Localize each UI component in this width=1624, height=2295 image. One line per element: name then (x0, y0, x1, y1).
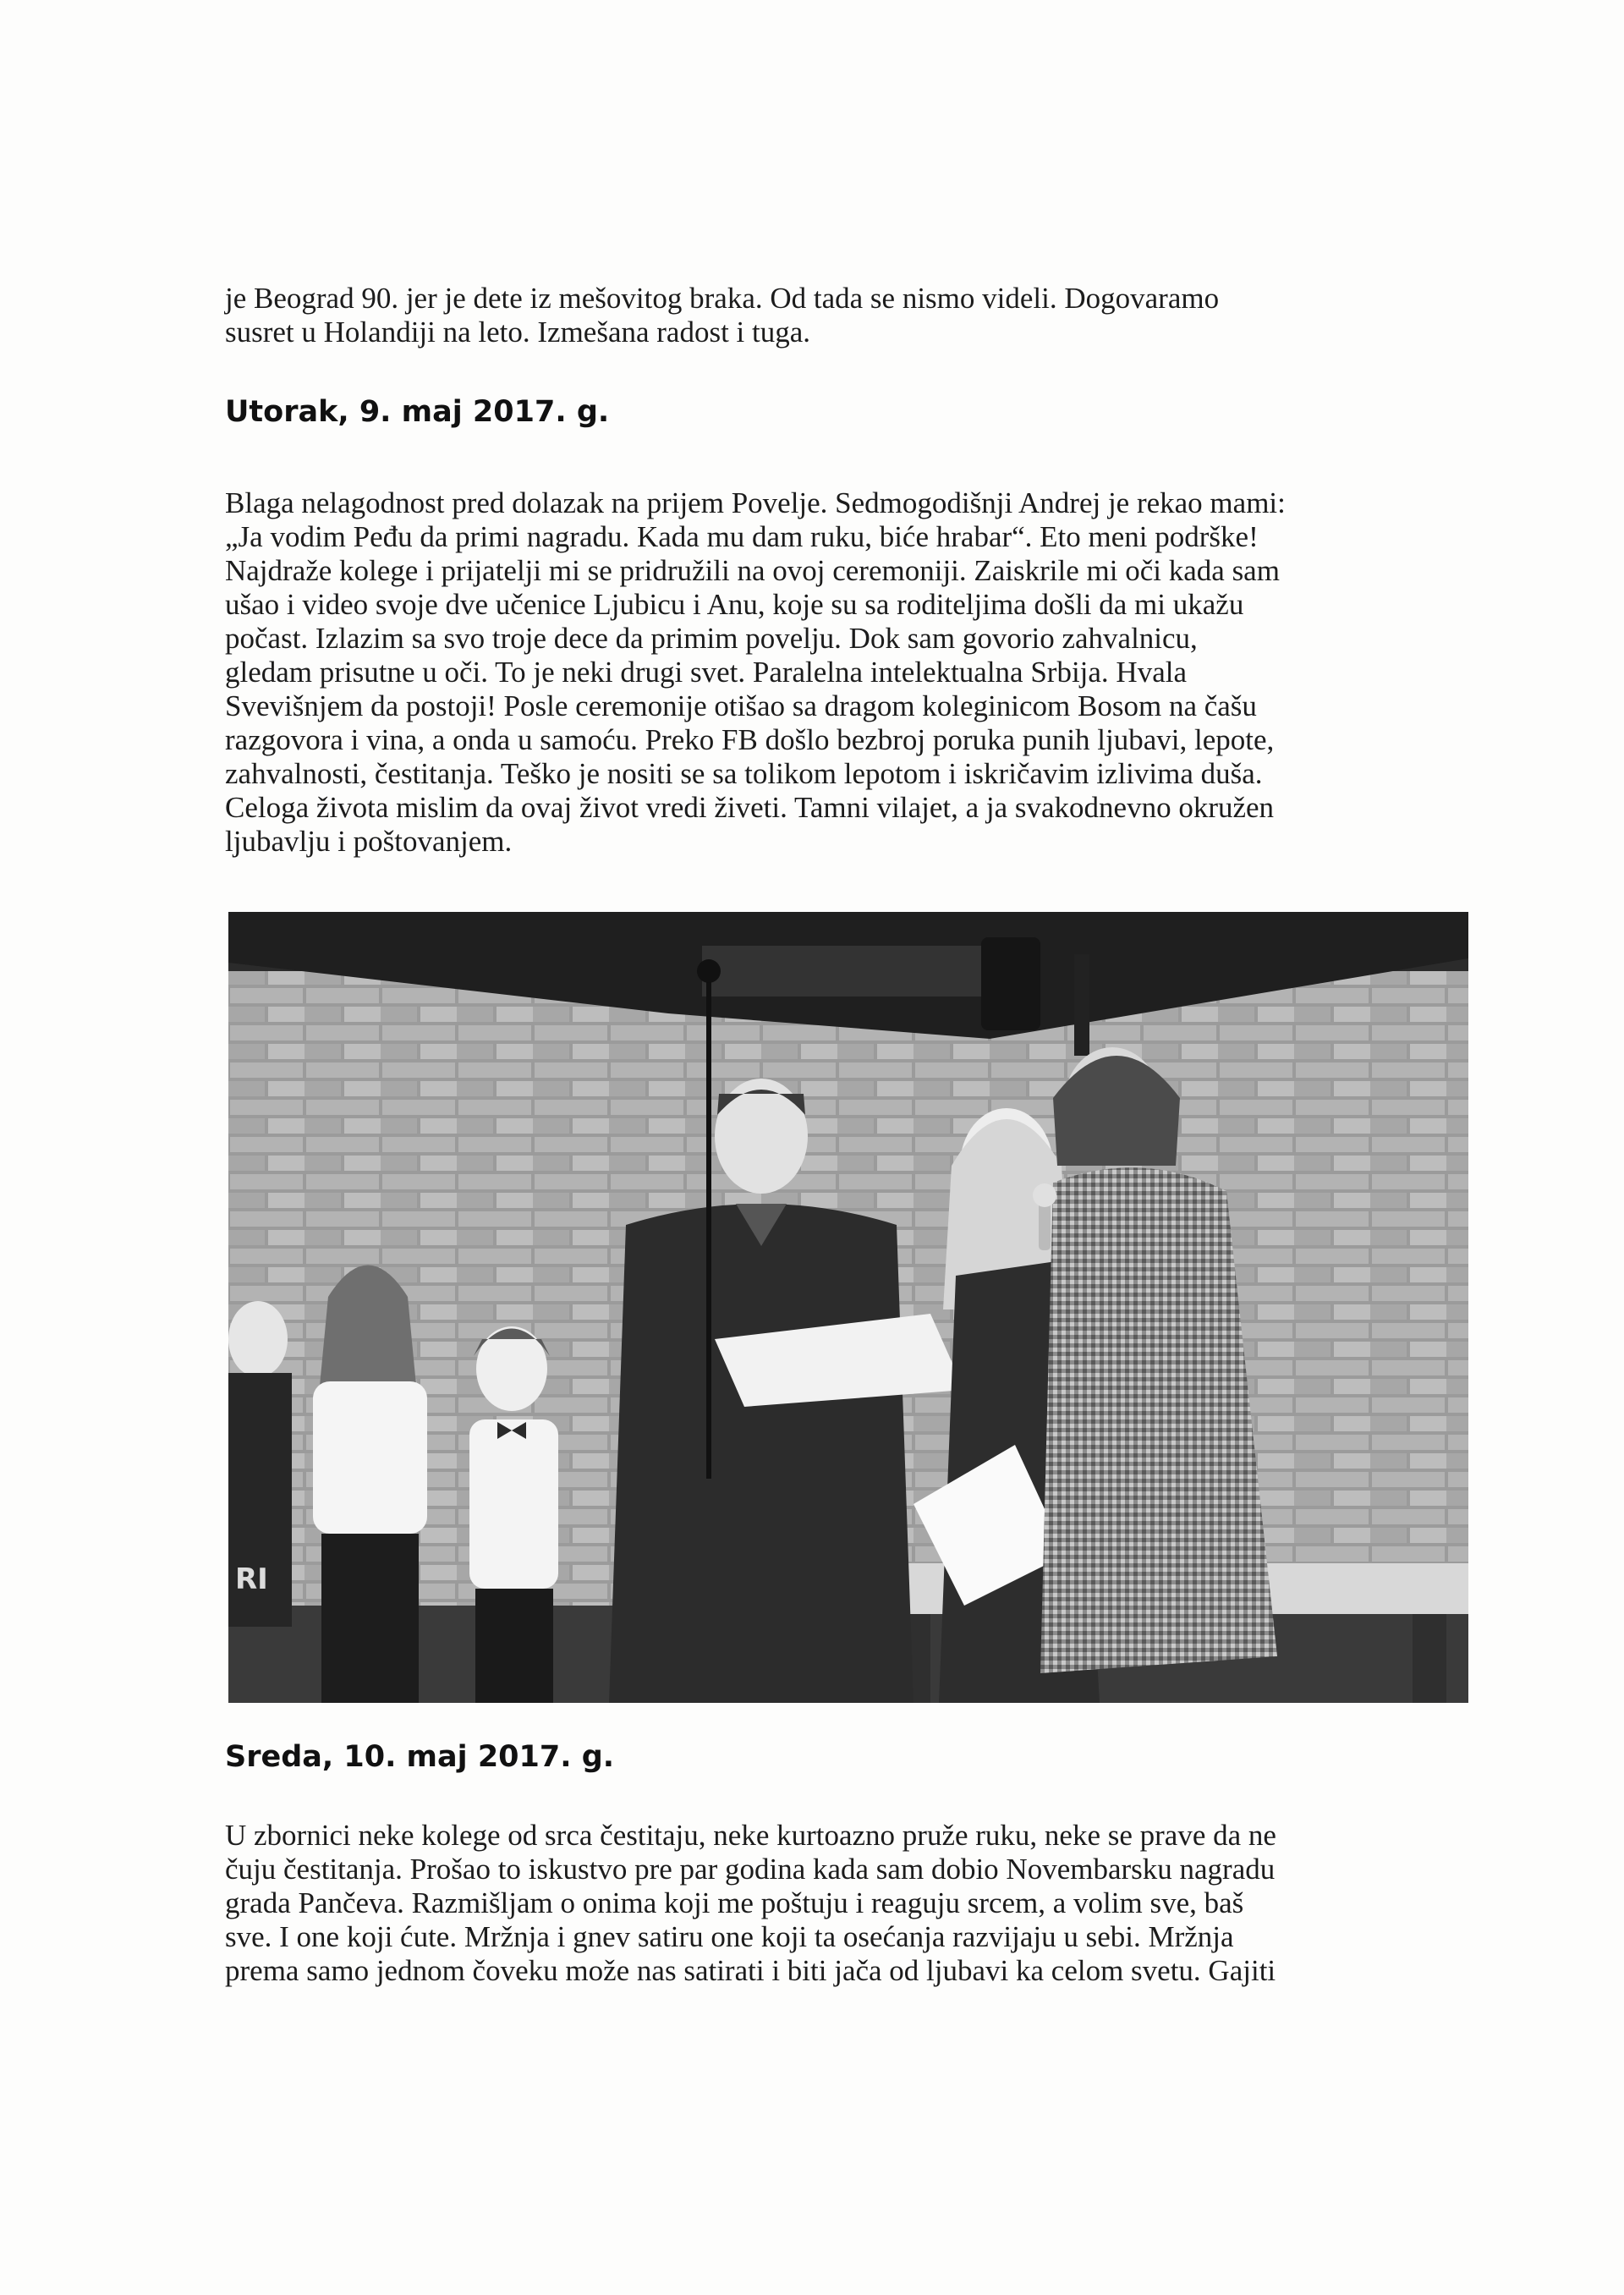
text-line: Svevišnjem da postoji! Posle ceremonije otišao sa dragom koleginicom Bosom na čašu (225, 689, 1257, 722)
sweater-text: RI (235, 1562, 268, 1596)
text-line: Najdraže kolege i prijatelji mi se pridružili na ovoj ceremoniji. Zaiskrile mi oči kada sam (225, 554, 1280, 587)
text-line: Blaga nelagodnost pred dolazak na prijem Povelje. Sedmogodišnji Andrej je rekao mami: (225, 486, 1286, 519)
text-line: razgovora i vina, a onda u samoću. Preko FB došlo bezbroj poruka punih ljubavi, lepote, (225, 723, 1275, 756)
text-line: zahvalnosti, čestitanja. Teško je nositi se sa tolikom lepotom i iskričavim izlivima duša. (225, 757, 1263, 790)
text-line: prema samo jednom čoveku može nas satirati i biti jača od ljubavi ka celom svetu. Gajiti (225, 1954, 1276, 1987)
paragraph-wednesday (225, 1819, 1426, 1988)
text-line: sve. I one koji ćute. Mržnja i gnev satiru one koji ta osećanja razvijaju u sebi. Mržnja (225, 1920, 1234, 1953)
text-line: ljubavlju i poštovanjem. (225, 825, 513, 858)
ceremony-photo (228, 912, 1468, 1703)
text-line: grada Pančeva. Razmišljam o onima koji me poštuju i reaguju srcem, a volim sve, baš (225, 1886, 1244, 1919)
text-line: Celoga života mislim da ovaj život vredi živeti. Tamni vilajet, a ja svakodnevno okružen (225, 791, 1275, 824)
text-line: „Ja vodim Peđu da primi nagradu. Kada mu dam ruku, biće hrabar“. Eto meni podrške! (225, 520, 1259, 553)
text-line: susret u Holandiji na leto. Izmešana radost i tuga. (225, 316, 811, 349)
text-line: U zbornici neke kolege od srca čestitaju, neke kurtoazno pruže ruku, neke se prave da ne (225, 1819, 1276, 1852)
text-line: ušao i video svoje dve učenice Ljubicu i Anu, koje su sa roditeljima došli da mi ukažu (225, 588, 1244, 621)
text-line: čuju čestitanja. Prošao to iskustvo pre par godina kada sam dobio Novembarsku nagradu (225, 1853, 1276, 1886)
text-line: gledam prisutne u oči. To je neki drugi svet. Paralelna intelektualna Srbija. Hvala (225, 656, 1188, 689)
text-line: počast. Izlazim sa svo troje dece da primim povelju. Dok sam govorio zahvalnicu, (225, 622, 1198, 655)
date-heading-tuesday: Utorak, 9. maj 2017. g. (225, 395, 610, 429)
paragraph-intro (225, 282, 1426, 349)
paragraph-tuesday (225, 486, 1426, 859)
text-line: je Beograd 90. jer je dete iz mešovitog braka. Od tada se nismo videli. Dogovaramo (225, 282, 1220, 315)
date-heading-wednesday: Sreda, 10. maj 2017. g. (225, 1740, 615, 1774)
